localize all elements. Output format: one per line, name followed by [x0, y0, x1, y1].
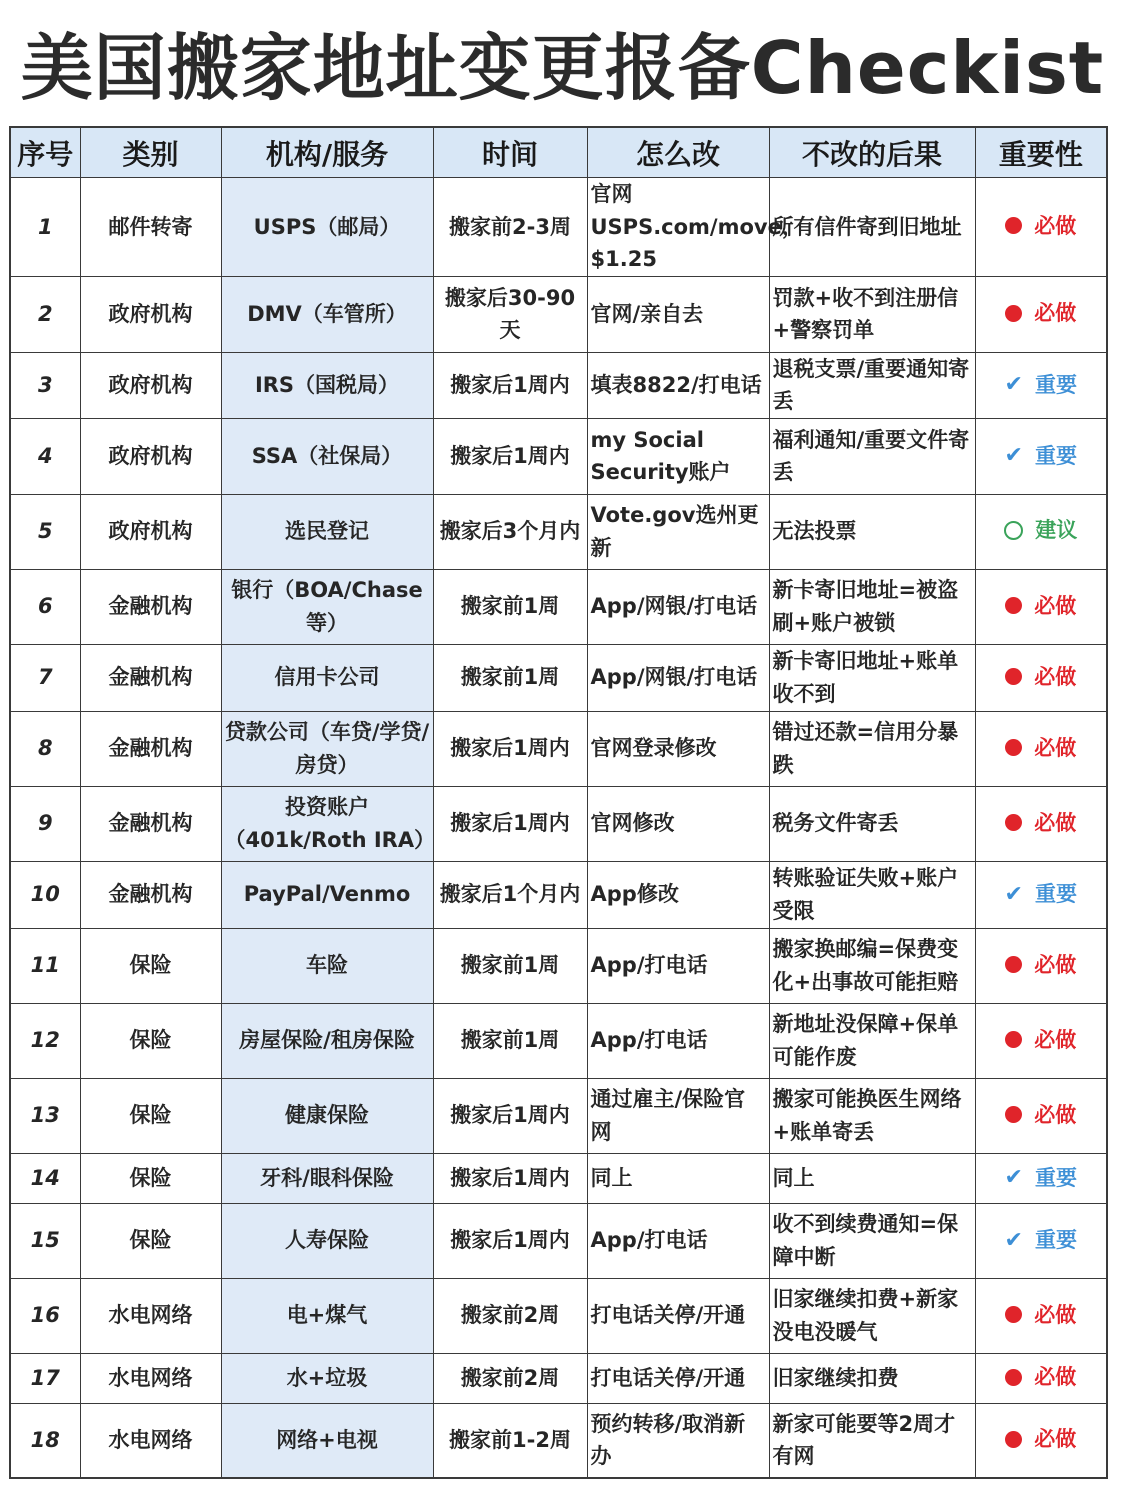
row-number: 8	[10, 711, 80, 786]
row-how: App/网银/打电话	[587, 569, 769, 644]
row-time: 搬家前1周	[433, 569, 587, 644]
row-organization: 人寿保险	[221, 1203, 433, 1278]
header-row	[10, 127, 1107, 178]
row-number: 15	[10, 1203, 80, 1278]
row-organization: 选民登记	[221, 494, 433, 569]
row-consequence: 旧家继续扣费+新家没电没暖气	[769, 1278, 975, 1353]
row-number: 16	[10, 1278, 80, 1353]
row-how: App/打电话	[587, 1003, 769, 1078]
row-how: App/网银/打电话	[587, 644, 769, 711]
row-time: 搬家前2-3周	[433, 178, 587, 277]
header-importance: 重要性	[975, 127, 1107, 178]
row-category: 保险	[80, 928, 221, 1003]
row-time: 搬家后1周内	[433, 1078, 587, 1153]
importance-label: 必做	[1034, 1365, 1077, 1390]
row-consequence: 错过还款=信用分暴跌	[769, 711, 975, 786]
importance-badge	[1005, 661, 1076, 694]
row-consequence: 搬家换邮编=保费变化+出事故可能拒赔	[769, 928, 975, 1003]
row-organization: 网络+电视	[221, 1403, 433, 1478]
row-how: 官网修改	[587, 786, 769, 861]
row-importance	[975, 1153, 1107, 1203]
table-row	[10, 1203, 1107, 1278]
row-category: 金融机构	[80, 569, 221, 644]
row-time: 搬家前1周	[433, 928, 587, 1003]
row-organization: 贷款公司（车贷/学贷/房贷）	[221, 711, 433, 786]
importance-badge	[1005, 807, 1076, 840]
row-number: 7	[10, 644, 80, 711]
row-number: 3	[10, 352, 80, 418]
red-dot-icon	[1005, 597, 1022, 614]
importance-label: 必做	[1034, 1027, 1077, 1052]
row-consequence: 无法投票	[769, 494, 975, 569]
row-category: 水电网络	[80, 1278, 221, 1353]
importance-badge	[1005, 1024, 1076, 1057]
row-category: 政府机构	[80, 352, 221, 418]
row-importance	[975, 276, 1107, 352]
row-consequence: 同上	[769, 1153, 975, 1203]
row-consequence: 搬家可能换医生网络+账单寄丢	[769, 1078, 975, 1153]
row-organization: 牙科/眼科保险	[221, 1153, 433, 1203]
row-time: 搬家前2周	[433, 1278, 587, 1353]
row-how: 打电话关停/开通	[587, 1353, 769, 1403]
table-row	[10, 178, 1107, 277]
row-how: 官网/亲自去	[587, 276, 769, 352]
row-category: 金融机构	[80, 711, 221, 786]
row-how: 官网USPS.com/move，$1.25	[587, 178, 769, 277]
row-time: 搬家后1个月内	[433, 861, 587, 928]
green-circle-icon	[1004, 521, 1023, 540]
row-importance	[975, 1203, 1107, 1278]
row-how: App/打电话	[587, 1203, 769, 1278]
importance-badge	[1005, 1361, 1076, 1394]
row-time: 搬家前1-2周	[433, 1403, 587, 1478]
row-organization: 水+垃圾	[221, 1353, 433, 1403]
importance-label: 必做	[1034, 664, 1077, 689]
table-row	[10, 276, 1107, 352]
row-importance	[975, 711, 1107, 786]
row-number: 14	[10, 1153, 80, 1203]
row-number: 18	[10, 1403, 80, 1478]
row-organization: 投资账户（401k/Roth IRA）	[221, 786, 433, 861]
row-consequence: 退税支票/重要通知寄丢	[769, 352, 975, 418]
table-row	[10, 861, 1107, 928]
row-consequence: 所有信件寄到旧地址	[769, 178, 975, 277]
importance-label: 必做	[1034, 593, 1077, 618]
importance-badge	[1005, 949, 1076, 982]
row-number: 17	[10, 1353, 80, 1403]
row-time: 搬家后1周内	[433, 786, 587, 861]
row-consequence: 新卡寄旧地址=被盗刷+账户被锁	[769, 569, 975, 644]
row-importance	[975, 644, 1107, 711]
row-category: 金融机构	[80, 861, 221, 928]
row-category: 邮件转寄	[80, 178, 221, 277]
red-dot-icon	[1005, 739, 1022, 756]
importance-label: 重要	[1034, 1165, 1077, 1190]
row-how: 打电话关停/开通	[587, 1278, 769, 1353]
red-dot-icon	[1005, 668, 1022, 685]
header-org: 机构/服务	[221, 127, 433, 178]
importance-badge	[1005, 732, 1076, 765]
row-organization: 电+煤气	[221, 1278, 433, 1353]
row-organization: PayPal/Venmo	[221, 861, 433, 928]
row-time: 搬家后1周内	[433, 1153, 587, 1203]
row-time: 搬家前2周	[433, 1353, 587, 1403]
importance-badge	[1005, 1099, 1076, 1132]
blue-check-icon: ✔	[1004, 1165, 1023, 1191]
table-row	[10, 711, 1107, 786]
importance-label: 必做	[1034, 735, 1077, 760]
importance-badge	[1005, 1423, 1076, 1456]
row-how: 通过雇主/保险官网	[587, 1078, 769, 1153]
row-consequence: 旧家继续扣费	[769, 1353, 975, 1403]
row-how: my Social Security账户	[587, 418, 769, 494]
red-dot-icon	[1005, 1431, 1022, 1448]
row-number: 10	[10, 861, 80, 928]
row-category: 政府机构	[80, 276, 221, 352]
row-importance	[975, 1078, 1107, 1153]
row-time: 搬家后1周内	[433, 1203, 587, 1278]
row-consequence: 福利通知/重要文件寄丢	[769, 418, 975, 494]
row-category: 金融机构	[80, 644, 221, 711]
row-how: 官网登录修改	[587, 711, 769, 786]
row-organization: DMV（车管所）	[221, 276, 433, 352]
row-consequence: 新家可能要等2周才有网	[769, 1403, 975, 1478]
table-row	[10, 418, 1107, 494]
row-organization: 健康保险	[221, 1078, 433, 1153]
red-dot-icon	[1005, 305, 1022, 322]
importance-badge	[1005, 368, 1077, 402]
row-time: 搬家前1周	[433, 1003, 587, 1078]
table-row	[10, 494, 1107, 569]
importance-badge	[1005, 1161, 1077, 1195]
row-consequence: 罚款+收不到注册信+警察罚单	[769, 276, 975, 352]
importance-badge	[1005, 878, 1077, 912]
row-consequence: 新卡寄旧地址+账单收不到	[769, 644, 975, 711]
importance-label: 必做	[1034, 213, 1077, 238]
page-title: 美国搬家地址变更报备Checkist	[20, 26, 1105, 110]
blue-check-icon: ✔	[1004, 443, 1023, 469]
row-consequence: 新地址没保障+保单可能作废	[769, 1003, 975, 1078]
row-how: Vote.gov选州更新	[587, 494, 769, 569]
table-row	[10, 352, 1107, 418]
row-time: 搬家后1周内	[433, 352, 587, 418]
blue-check-icon: ✔	[1004, 372, 1023, 398]
red-dot-icon	[1005, 217, 1022, 234]
row-how: App修改	[587, 861, 769, 928]
row-number: 2	[10, 276, 80, 352]
red-dot-icon	[1005, 1031, 1022, 1048]
red-dot-icon	[1005, 956, 1022, 973]
table-row	[10, 644, 1107, 711]
row-importance	[975, 1353, 1107, 1403]
row-number: 13	[10, 1078, 80, 1153]
importance-label: 必做	[1034, 1302, 1077, 1327]
row-category: 水电网络	[80, 1403, 221, 1478]
row-number: 9	[10, 786, 80, 861]
row-importance	[975, 178, 1107, 277]
row-how: App/打电话	[587, 928, 769, 1003]
row-number: 12	[10, 1003, 80, 1078]
row-time: 搬家后1周内	[433, 711, 587, 786]
blue-check-icon: ✔	[1004, 881, 1023, 907]
importance-badge	[1005, 1299, 1076, 1332]
table-row	[10, 569, 1107, 644]
table-row	[10, 1153, 1107, 1203]
row-category: 保险	[80, 1203, 221, 1278]
red-dot-icon	[1005, 814, 1022, 831]
row-category: 政府机构	[80, 494, 221, 569]
row-category: 水电网络	[80, 1353, 221, 1403]
checklist-table	[9, 126, 1108, 1479]
row-importance	[975, 861, 1107, 928]
row-organization: USPS（邮局）	[221, 178, 433, 277]
row-importance	[975, 928, 1107, 1003]
row-category: 金融机构	[80, 786, 221, 861]
row-category: 保险	[80, 1003, 221, 1078]
row-importance	[975, 1403, 1107, 1478]
table-row	[10, 1078, 1107, 1153]
blue-check-icon: ✔	[1004, 1227, 1023, 1253]
header-num: 序号	[10, 127, 80, 178]
importance-label: 建议	[1035, 518, 1078, 543]
row-time: 搬家后3个月内	[433, 494, 587, 569]
header-category: 类别	[80, 127, 221, 178]
importance-badge	[1005, 1224, 1077, 1258]
row-time: 搬家后1周内	[433, 418, 587, 494]
table-row	[10, 1003, 1107, 1078]
row-time: 搬家后30-90天	[433, 276, 587, 352]
row-number: 5	[10, 494, 80, 569]
row-how: 预约转移/取消新办	[587, 1403, 769, 1478]
importance-label: 重要	[1034, 372, 1077, 397]
red-dot-icon	[1005, 1306, 1022, 1323]
importance-label: 必做	[1034, 1102, 1077, 1127]
importance-label: 重要	[1034, 443, 1077, 468]
header-consequence: 不改的后果	[769, 127, 975, 178]
red-dot-icon	[1005, 1106, 1022, 1123]
row-how: 同上	[587, 1153, 769, 1203]
importance-badge	[1005, 439, 1077, 473]
row-category: 保险	[80, 1078, 221, 1153]
row-number: 4	[10, 418, 80, 494]
importance-label: 重要	[1034, 1228, 1077, 1253]
row-organization: SSA（社保局）	[221, 418, 433, 494]
row-importance	[975, 1003, 1107, 1078]
table-row	[10, 1278, 1107, 1353]
row-consequence: 转账验证失败+账户受限	[769, 861, 975, 928]
row-organization: 银行（BOA/Chase等）	[221, 569, 433, 644]
row-consequence: 收不到续费通知=保障中断	[769, 1203, 975, 1278]
row-organization: 房屋保险/租房保险	[221, 1003, 433, 1078]
row-importance	[975, 569, 1107, 644]
header-time: 时间	[433, 127, 587, 178]
row-importance	[975, 1278, 1107, 1353]
row-importance	[975, 786, 1107, 861]
table-row	[10, 928, 1107, 1003]
importance-label: 必做	[1034, 1427, 1077, 1452]
row-number: 6	[10, 569, 80, 644]
importance-badge	[1004, 514, 1077, 547]
row-organization: 车险	[221, 928, 433, 1003]
row-organization: IRS（国税局）	[221, 352, 433, 418]
header-how: 怎么改	[587, 127, 769, 178]
importance-label: 必做	[1034, 952, 1077, 977]
row-category: 政府机构	[80, 418, 221, 494]
importance-badge	[1005, 210, 1076, 243]
table-row	[10, 786, 1107, 861]
importance-badge	[1005, 590, 1076, 623]
row-importance	[975, 418, 1107, 494]
row-number: 11	[10, 928, 80, 1003]
importance-badge	[1005, 297, 1076, 330]
row-number: 1	[10, 178, 80, 277]
row-consequence: 税务文件寄丢	[769, 786, 975, 861]
row-organization: 信用卡公司	[221, 644, 433, 711]
row-time: 搬家前1周	[433, 644, 587, 711]
row-importance	[975, 494, 1107, 569]
row-category: 保险	[80, 1153, 221, 1203]
importance-label: 必做	[1034, 810, 1077, 835]
importance-label: 重要	[1034, 882, 1077, 907]
row-how: 填表8822/打电话	[587, 352, 769, 418]
red-dot-icon	[1005, 1369, 1022, 1386]
table-row	[10, 1403, 1107, 1478]
table-row	[10, 1353, 1107, 1403]
importance-label: 必做	[1034, 300, 1077, 325]
row-importance	[975, 352, 1107, 418]
